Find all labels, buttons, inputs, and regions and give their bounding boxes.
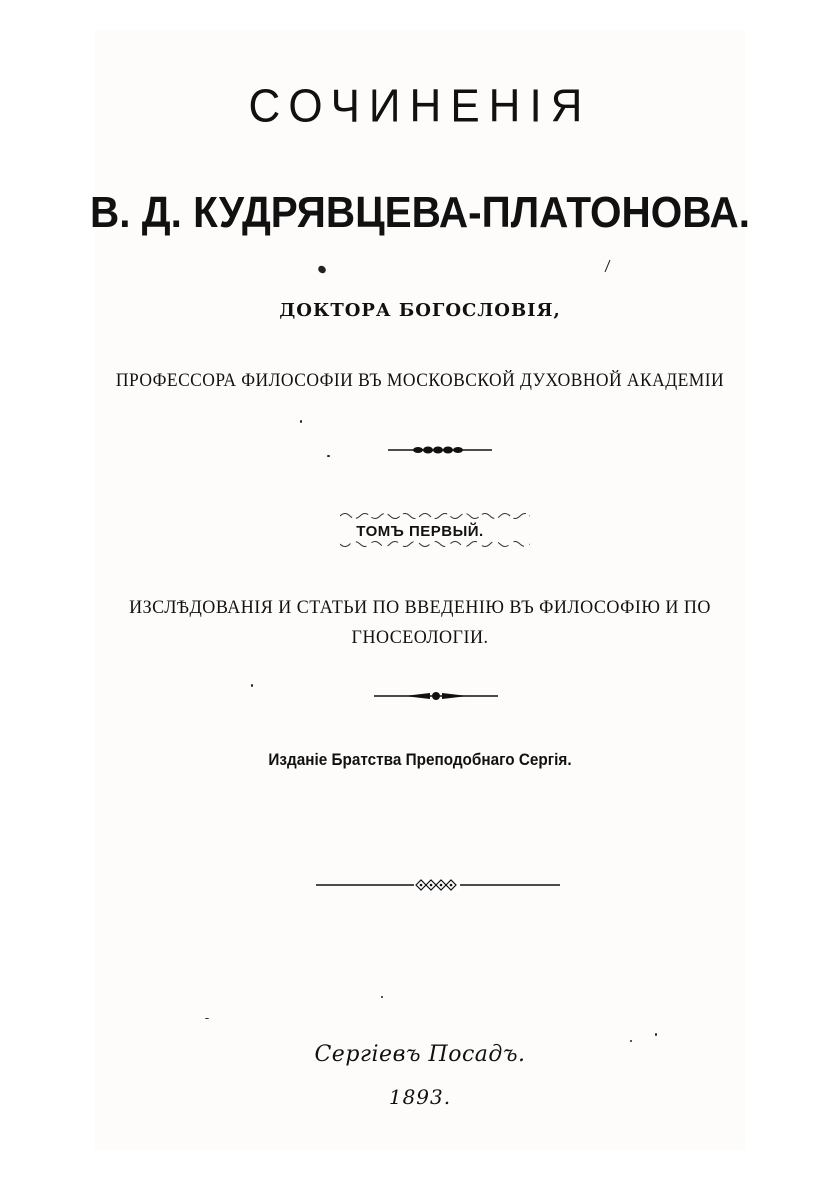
ornament-rule-bottom [316,877,560,893]
ornament-rule-middle [374,689,498,703]
publication-year: 1893. [388,1085,452,1109]
author-name: В. Д. КУДРЯВЦЕВА-ПЛАТОНОВА. [90,188,750,237]
studies-title-line-1: ИЗСЛѢДОВАНІЯ И СТАТЬИ ПО ВВЕДЕНІЮ ВЪ ФИЛОСОФІЮ И ПО [129,597,711,618]
studies-title [21,593,819,653]
volume-label: ТОМЪ ПЕРВЫЙ. [356,523,484,540]
volume-border-top [340,510,530,520]
ornament-rule-top [388,443,492,457]
ink-speck [205,1018,209,1019]
studies-title-line-2: ГНОСЕОЛОГІИ. [351,627,489,648]
ink-stroke [603,259,611,273]
author-position: ПРОФЕССОРА ФИЛОСОФІИ ВЪ МОСКОВСКОЙ ДУХОВНОЙ АКАДЕМІИ [115,370,725,391]
ink-speck [327,455,330,457]
author-degree: ДОКТОРА БОГОСЛОВІЯ, [279,300,561,321]
volume-border-bottom [340,540,530,550]
works-title: СОЧИНЕНІЯ [248,80,592,133]
ink-speck [630,1040,632,1042]
ink-speck [300,420,302,423]
publication-place: Сергіевъ Посадъ. [314,1042,526,1067]
ink-speck [251,684,253,687]
ink-speck [381,996,383,998]
edition-note: Изданіе Братства Преподобнаго Сергія. [268,750,572,769]
ink-speck [655,1033,657,1036]
